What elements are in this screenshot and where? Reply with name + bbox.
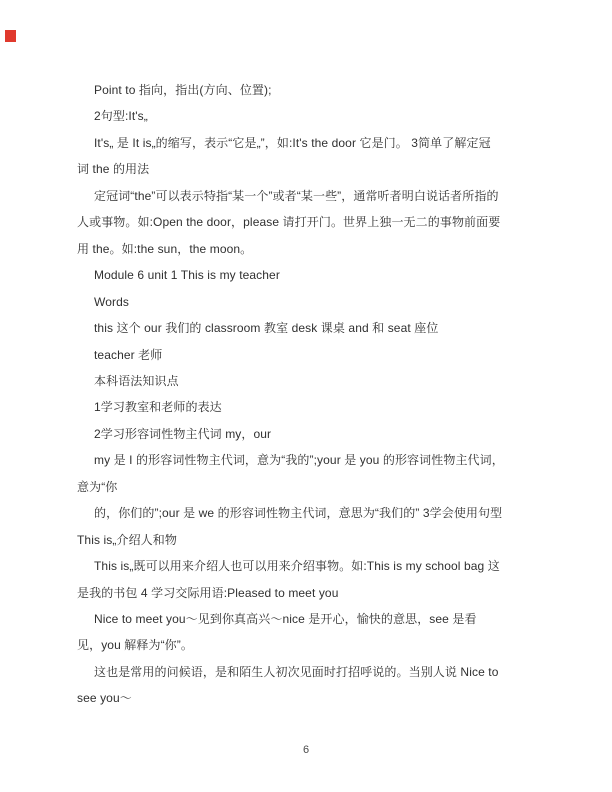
text-line: 用 the。如:the sun，the moon。 — [77, 242, 253, 256]
text-line: 的，你们的”;our 是 we 的形容词性物主代词，意思为“我们的” 3学会使用句型 — [94, 506, 503, 520]
text-line: This is„既可以用来介绍人也可以用来介绍事物。如:This is my school bag 这 — [94, 559, 500, 573]
page-number: 6 — [302, 744, 310, 756]
text-line: 见，you 解释为“你”。 — [77, 638, 193, 652]
text-line: 人或事物。如:Open the door，please 请打开门。世界上独一无二的事物前面要 — [77, 215, 501, 229]
text-line: 2句型:It's„ — [94, 109, 148, 123]
text-line: 定冠词“the”可以表示特指“某一个”或者“某一些”，通常听者明白说话者所指的 — [94, 189, 499, 203]
text-line: 2学习形容词性物主代词 my，our — [94, 427, 272, 441]
text-line: 是我的书包 4 学习交际用语:Pleased to meet you — [77, 586, 339, 600]
text-line: my 是 I 的形容词性物主代词，意为“我的”;your 是 you 的形容词性物主代词， — [94, 453, 504, 467]
text-line: 1学习教室和老师的表达 — [94, 400, 222, 414]
text-line: Point to 指向，指出(方向、位置); — [94, 83, 272, 97]
text-line: 这也是常用的问候语，是和陌生人初次见面时打招呼说的。当别人说 Nice to — [94, 665, 499, 679]
text-line: It's„ 是 It is„的缩写，表示“它是„”，如:It's the door 它是门。 3简单了解定冠 — [94, 136, 491, 150]
text-line: see you～ — [77, 691, 132, 705]
text-line: Words — [94, 295, 129, 309]
text-line: Module 6 unit 1 This is my teacher — [94, 268, 280, 282]
text-line: 意为“你 — [77, 480, 118, 494]
text-line: teacher 老师 — [94, 348, 163, 362]
text-line: Nice to meet you～见到你真高兴～nice 是开心，愉快的意思，see 是看 — [94, 612, 477, 626]
text-line: 本科语法知识点 — [94, 374, 179, 388]
text-line: 词 the 的用法 — [77, 162, 150, 176]
text-line: this 这个 our 我们的 classroom 教室 desk 课桌 and 和 seat 座位 — [94, 321, 439, 335]
text-line: This is„介绍人和物 — [77, 533, 177, 547]
